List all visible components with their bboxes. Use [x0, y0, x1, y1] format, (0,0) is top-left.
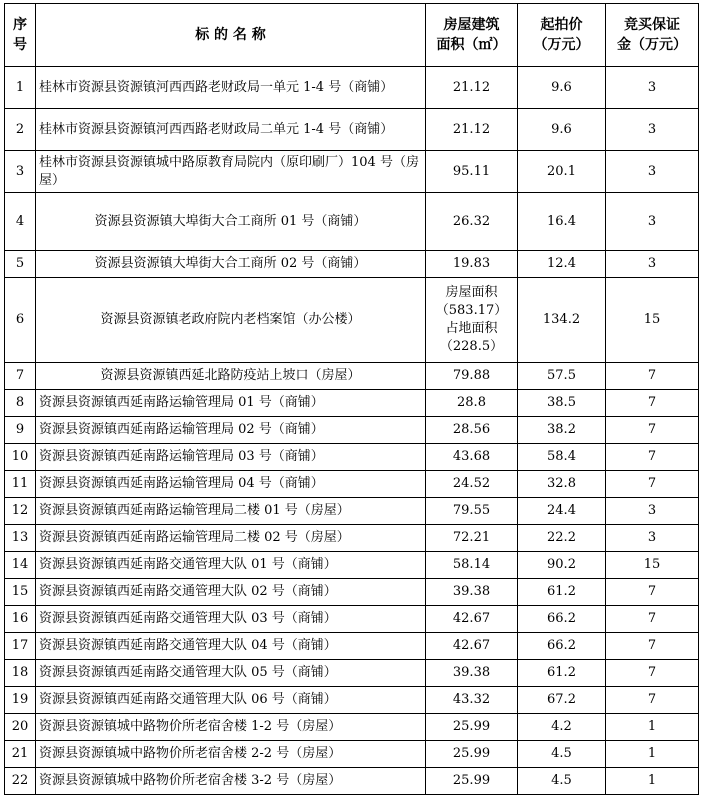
row-deposit: 7 [606, 390, 699, 417]
row-name: 桂林市资源县资源镇河西西路老财政局一单元 1-4 号（商铺） [36, 67, 426, 109]
row-no: 5 [5, 251, 36, 278]
auction-table [4, 3, 699, 795]
row-deposit: 7 [606, 660, 699, 687]
header-area: 房屋建筑 面积（㎡） [426, 4, 518, 67]
table-row [5, 278, 699, 363]
row-no: 9 [5, 417, 36, 444]
row-deposit: 15 [606, 552, 699, 579]
table-row [5, 606, 699, 633]
row-deposit: 7 [606, 417, 699, 444]
row-deposit: 1 [606, 768, 699, 795]
row-no: 2 [5, 109, 36, 151]
row-area: 39.38 [426, 660, 518, 687]
row-price: 67.2 [518, 687, 606, 714]
row-area: 42.67 [426, 633, 518, 660]
row-no: 10 [5, 444, 36, 471]
row-name: 资源县资源镇西延南路交通管理大队 05 号（商铺） [36, 660, 426, 687]
row-no: 16 [5, 606, 36, 633]
table-row [5, 444, 699, 471]
table-row [5, 687, 699, 714]
header-row [5, 4, 699, 67]
row-no: 17 [5, 633, 36, 660]
table-row [5, 193, 699, 251]
row-price: 16.4 [518, 193, 606, 251]
row-price: 22.2 [518, 525, 606, 552]
row-name: 资源县资源镇大埠街大合工商所 01 号（商铺） [36, 193, 426, 251]
table-row [5, 741, 699, 768]
row-no: 21 [5, 741, 36, 768]
row-name: 资源县资源镇西延南路交通管理大队 01 号（商铺） [36, 552, 426, 579]
row-name: 资源县资源镇老政府院内老档案馆（办公楼） [36, 278, 426, 363]
row-area: 25.99 [426, 741, 518, 768]
table-row [5, 660, 699, 687]
table-row [5, 251, 699, 278]
row-price: 66.2 [518, 633, 606, 660]
row-deposit: 3 [606, 498, 699, 525]
row-area: 24.52 [426, 471, 518, 498]
row-no: 22 [5, 768, 36, 795]
row-area: 79.55 [426, 498, 518, 525]
table-row [5, 390, 699, 417]
row-price: 9.6 [518, 67, 606, 109]
row-name: 资源县资源镇城中路物价所老宿舍楼 3-2 号（房屋） [36, 768, 426, 795]
row-deposit: 7 [606, 579, 699, 606]
row-price: 4.5 [518, 741, 606, 768]
row-name: 资源县资源镇西延南路运输管理局 01 号（商铺） [36, 390, 426, 417]
row-area: 58.14 [426, 552, 518, 579]
row-deposit: 3 [606, 193, 699, 251]
row-name: 资源县资源镇城中路物价所老宿舍楼 2-2 号（房屋） [36, 741, 426, 768]
row-area: 19.83 [426, 251, 518, 278]
table-row [5, 417, 699, 444]
row-deposit: 15 [606, 278, 699, 363]
row-price: 32.8 [518, 471, 606, 498]
row-deposit: 7 [606, 471, 699, 498]
row-name: 桂林市资源县资源镇河西西路老财政局二单元 1-4 号（商铺） [36, 109, 426, 151]
row-area: 43.68 [426, 444, 518, 471]
row-name: 资源县资源镇西延南路交通管理大队 02 号（商铺） [36, 579, 426, 606]
row-price: 61.2 [518, 579, 606, 606]
row-price: 58.4 [518, 444, 606, 471]
table-row [5, 552, 699, 579]
row-deposit: 7 [606, 363, 699, 390]
table-row [5, 67, 699, 109]
row-no: 3 [5, 151, 36, 193]
row-name: 资源县资源镇西延南路运输管理局二楼 02 号（房屋） [36, 525, 426, 552]
table-row [5, 363, 699, 390]
row-deposit: 7 [606, 633, 699, 660]
row-area: 28.56 [426, 417, 518, 444]
table-row [5, 633, 699, 660]
row-area: 25.99 [426, 714, 518, 741]
row-no: 15 [5, 579, 36, 606]
row-price: 20.1 [518, 151, 606, 193]
row-deposit: 1 [606, 714, 699, 741]
row-name: 资源县资源镇西延北路防疫站上坡口（房屋） [36, 363, 426, 390]
row-area: 21.12 [426, 67, 518, 109]
row-no: 11 [5, 471, 36, 498]
row-name: 资源县资源镇西延南路运输管理局 03 号（商铺） [36, 444, 426, 471]
row-area: 42.67 [426, 606, 518, 633]
row-deposit: 3 [606, 67, 699, 109]
header-no: 序 号 [5, 4, 36, 67]
row-name: 桂林市资源县资源镇城中路原教育局院内（原印刷厂）104 号（房屋） [36, 151, 426, 193]
table-row [5, 714, 699, 741]
row-area: 房屋面积 （583.17） 占地面积 （228.5） [426, 278, 518, 363]
row-deposit: 7 [606, 444, 699, 471]
row-no: 4 [5, 193, 36, 251]
row-name: 资源县资源镇西延南路运输管理局 02 号（商铺） [36, 417, 426, 444]
row-no: 18 [5, 660, 36, 687]
row-no: 13 [5, 525, 36, 552]
row-price: 4.2 [518, 714, 606, 741]
row-no: 7 [5, 363, 36, 390]
row-name: 资源县资源镇西延南路运输管理局二楼 01 号（房屋） [36, 498, 426, 525]
table-row [5, 579, 699, 606]
row-deposit: 7 [606, 606, 699, 633]
row-price: 38.2 [518, 417, 606, 444]
row-deposit: 3 [606, 251, 699, 278]
header-deposit: 竞买保证 金（万元） [606, 4, 699, 67]
table-row [5, 151, 699, 193]
row-area: 43.32 [426, 687, 518, 714]
row-area: 21.12 [426, 109, 518, 151]
row-no: 12 [5, 498, 36, 525]
row-deposit: 7 [606, 687, 699, 714]
row-area: 79.88 [426, 363, 518, 390]
row-price: 57.5 [518, 363, 606, 390]
row-price: 4.5 [518, 768, 606, 795]
row-price: 9.6 [518, 109, 606, 151]
row-price: 61.2 [518, 660, 606, 687]
row-price: 38.5 [518, 390, 606, 417]
row-area: 26.32 [426, 193, 518, 251]
row-deposit: 3 [606, 151, 699, 193]
row-no: 20 [5, 714, 36, 741]
row-area: 39.38 [426, 579, 518, 606]
table-row [5, 768, 699, 795]
row-name: 资源县资源镇城中路物价所老宿舍楼 1-2 号（房屋） [36, 714, 426, 741]
row-price: 90.2 [518, 552, 606, 579]
row-area: 28.8 [426, 390, 518, 417]
row-deposit: 3 [606, 525, 699, 552]
table-row [5, 525, 699, 552]
header-name: 标 的 名 称 [36, 4, 426, 67]
row-name: 资源县资源镇西延南路运输管理局 04 号（商铺） [36, 471, 426, 498]
table-body [5, 67, 699, 795]
row-name: 资源县资源镇大埠街大合工商所 02 号（商铺） [36, 251, 426, 278]
row-no: 6 [5, 278, 36, 363]
row-name: 资源县资源镇西延南路交通管理大队 04 号（商铺） [36, 633, 426, 660]
row-deposit: 1 [606, 741, 699, 768]
row-name: 资源县资源镇西延南路交通管理大队 06 号（商铺） [36, 687, 426, 714]
table-row [5, 471, 699, 498]
row-area: 95.11 [426, 151, 518, 193]
row-no: 8 [5, 390, 36, 417]
row-area: 72.21 [426, 525, 518, 552]
row-no: 19 [5, 687, 36, 714]
row-area: 25.99 [426, 768, 518, 795]
row-name: 资源县资源镇西延南路交通管理大队 03 号（商铺） [36, 606, 426, 633]
header-price: 起拍价 （万元） [518, 4, 606, 67]
table-row [5, 109, 699, 151]
row-price: 134.2 [518, 278, 606, 363]
row-no: 14 [5, 552, 36, 579]
row-price: 24.4 [518, 498, 606, 525]
row-price: 12.4 [518, 251, 606, 278]
row-no: 1 [5, 67, 36, 109]
table-row [5, 498, 699, 525]
row-deposit: 3 [606, 109, 699, 151]
row-price: 66.2 [518, 606, 606, 633]
